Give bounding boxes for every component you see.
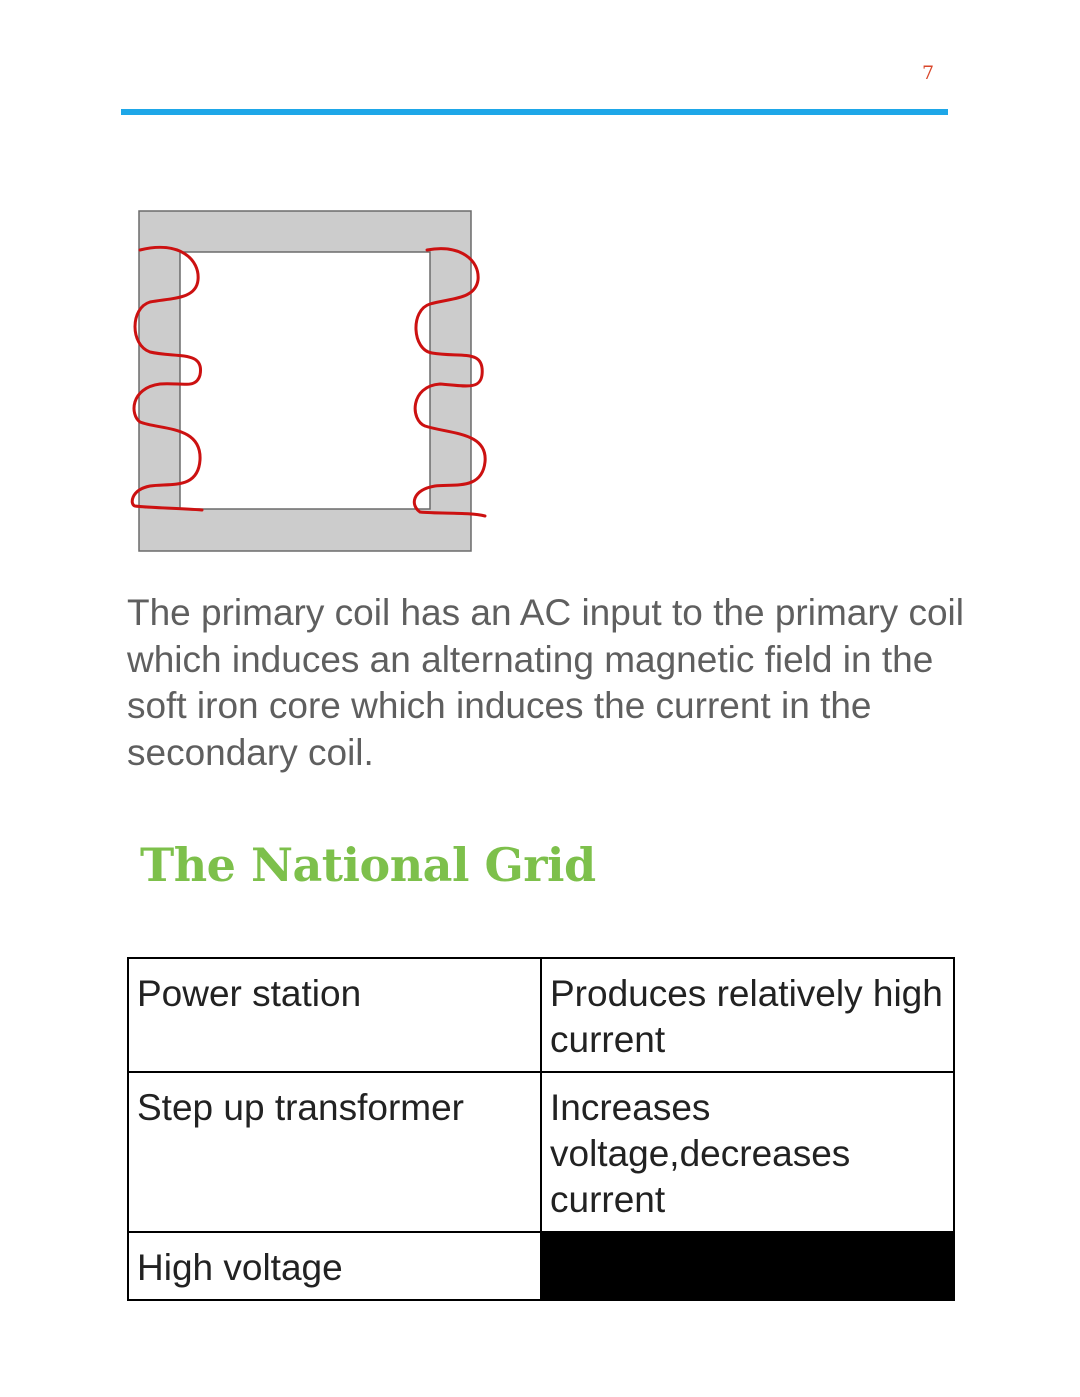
table-cell-description: Produces relatively high current (541, 958, 954, 1072)
soft-iron-core (139, 211, 471, 551)
transformer-diagram (120, 200, 500, 570)
table-cell-description: Increases voltage,decreases current (541, 1072, 954, 1232)
national-grid-table (127, 957, 955, 1301)
redacted-cell (541, 1232, 954, 1300)
table-cell-term: High voltage (128, 1232, 541, 1300)
table-cell-term: Step up transformer (128, 1072, 541, 1232)
table-row (128, 1072, 954, 1232)
table-row (128, 1232, 954, 1300)
explanation-paragraph: The primary coil has an AC input to the primary coil which induces an alternating magnetic field in the soft iron core which induces the current in the secondary coil. (127, 592, 964, 773)
header-rule (121, 109, 948, 115)
table-cell-term: Power station (128, 958, 541, 1072)
page-number: 7 (922, 62, 935, 84)
section-heading: The National Grid (140, 838, 596, 892)
table-row (128, 958, 954, 1072)
